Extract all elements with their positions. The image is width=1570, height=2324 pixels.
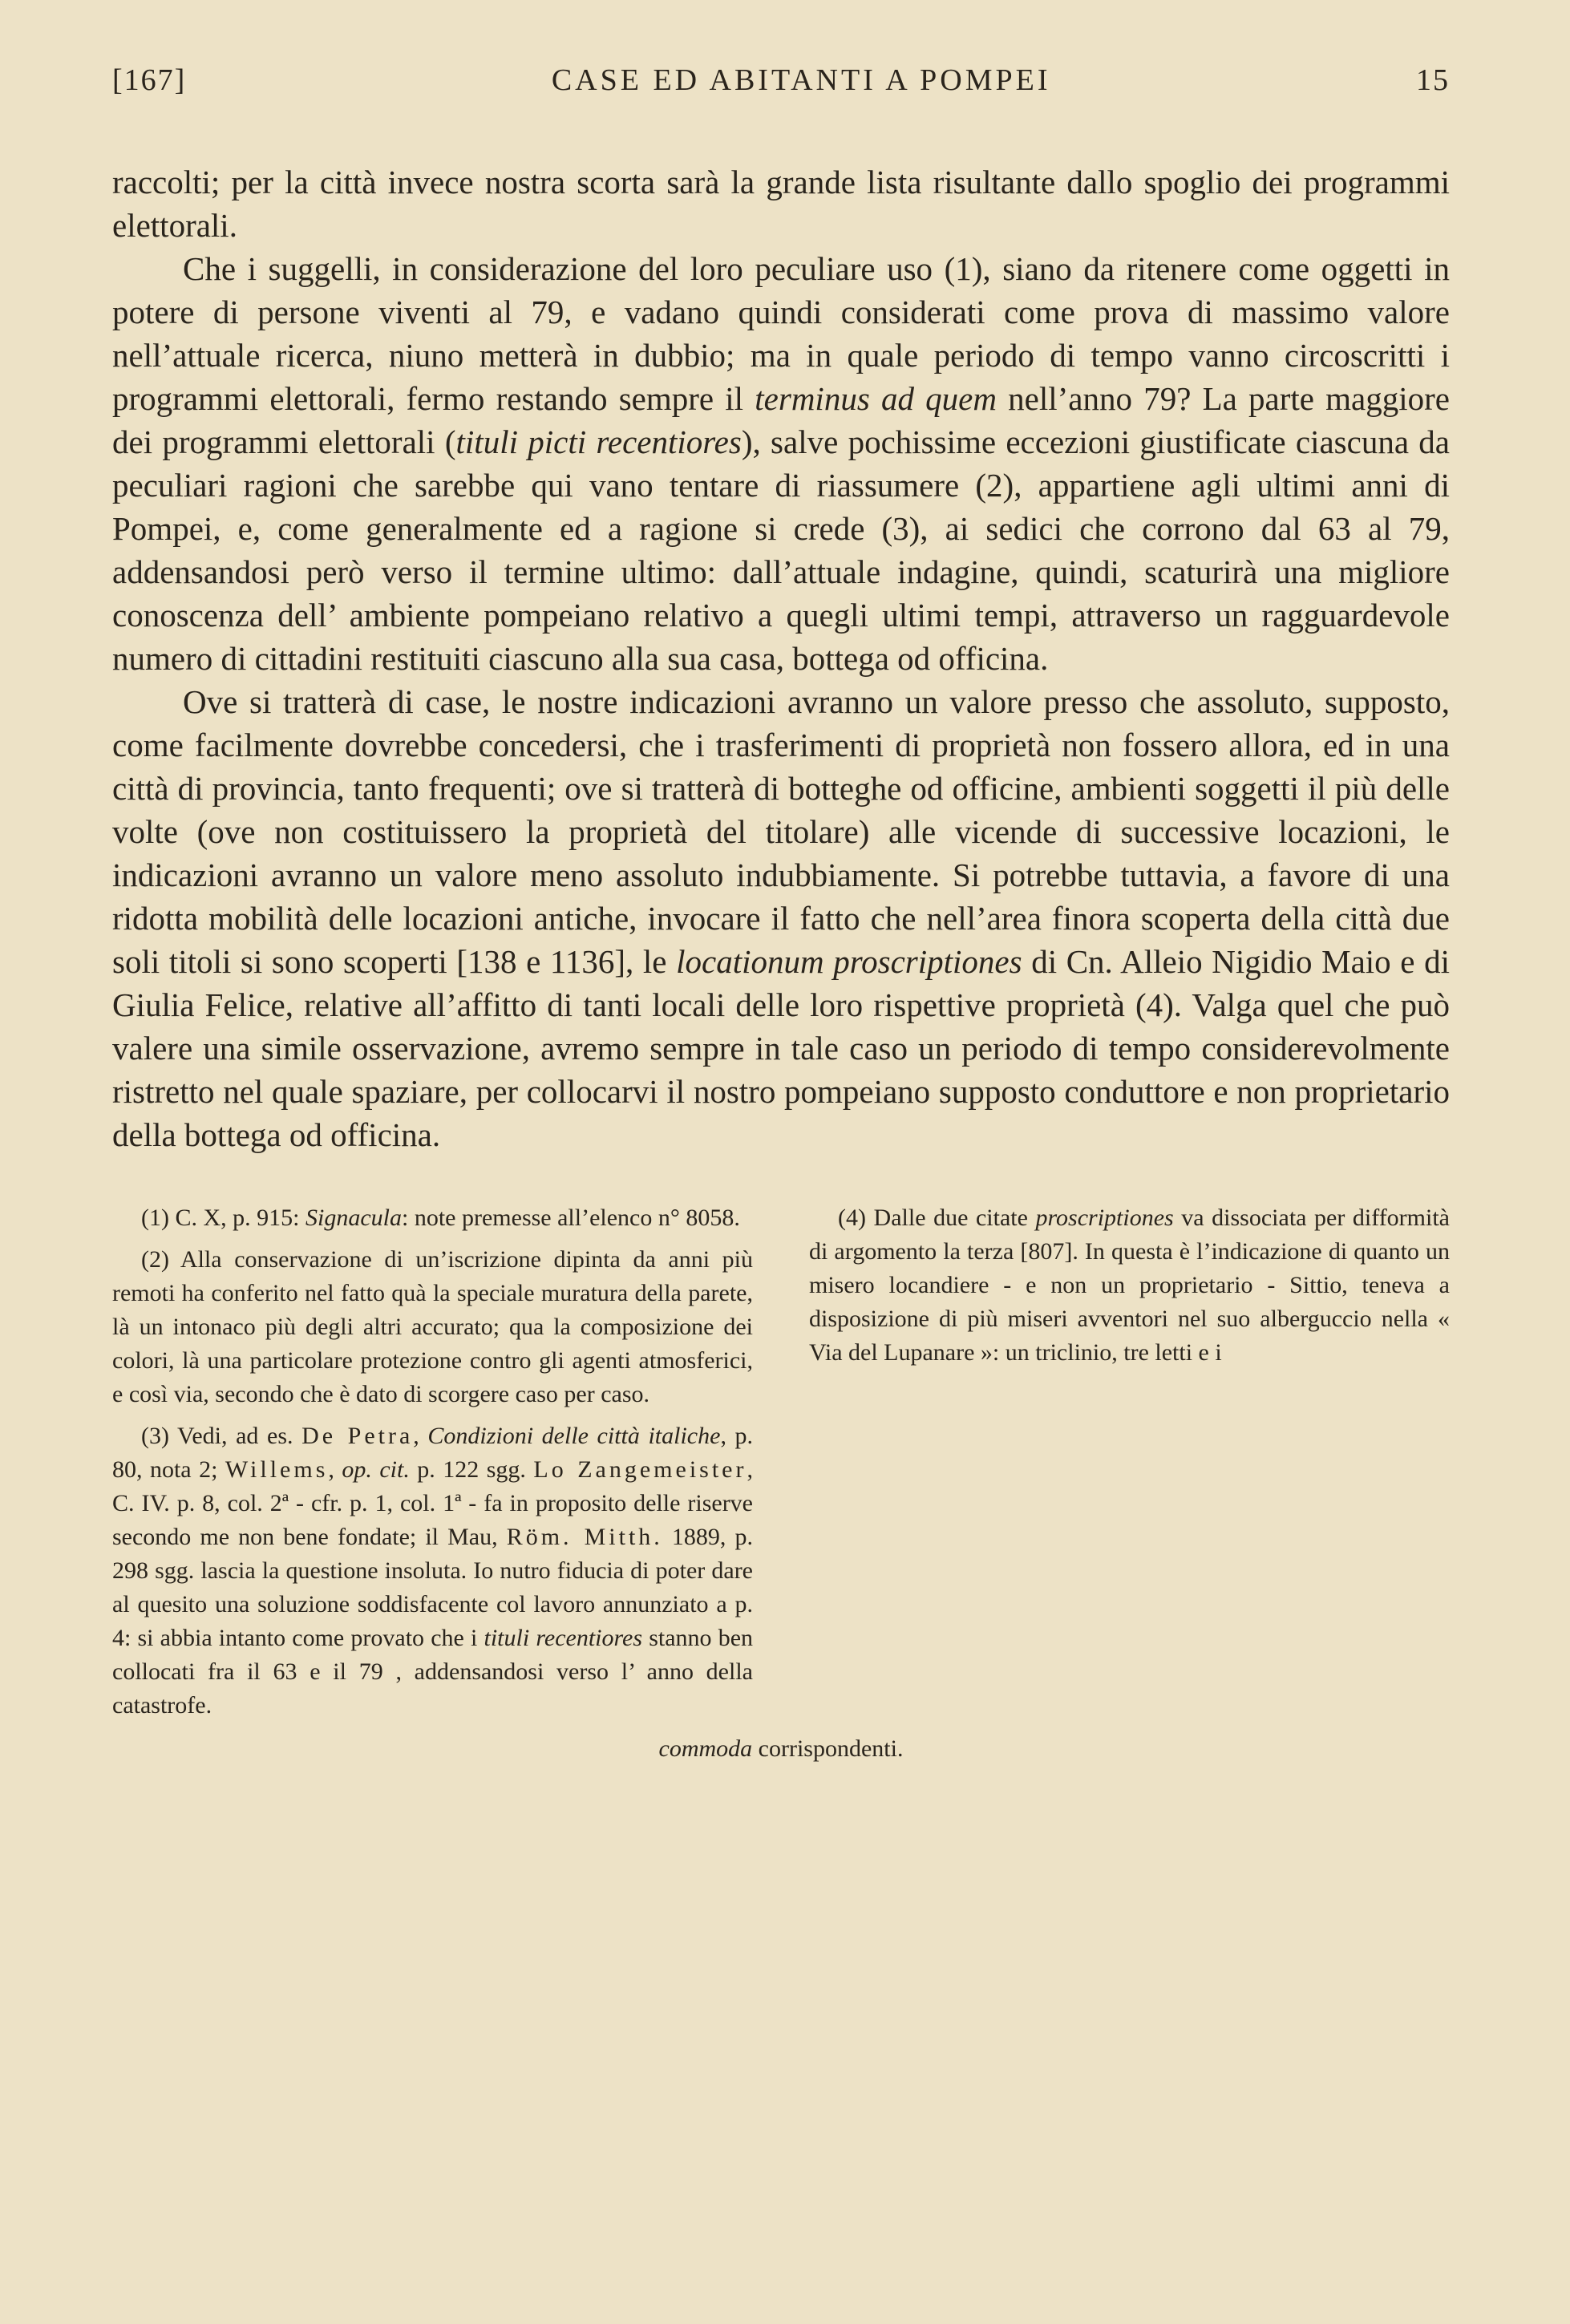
footnote-1: (1) C. X, p. 915: Signacula: note premesse all’elenco n° 8058.: [141, 1205, 740, 1231]
footnote-tail: commoda corrispondenti.: [658, 1735, 904, 1762]
footnotes-left-column: [112, 1201, 753, 1731]
running-title: CASE ED ABITANTI A POMPEI: [551, 63, 1051, 97]
page-number: 15: [1415, 63, 1450, 97]
running-header: [112, 63, 1450, 98]
footnotes: [112, 1201, 1450, 1731]
footnote-4: (4) Dalle due citate proscriptiones va dissociata per difformità di argomento la terza [807]. In questa è l’indicazione di quanto un misero locandiere - e non un proprietario - Sittio, teneva a disposizione di più miseri avventori nel suo alberguccio nella « Via del Lupanare »: un triclinio, tre letti e i: [809, 1205, 1450, 1366]
main-text: [112, 160, 1450, 1156]
footnote-3: (3) Vedi, ad es. De Petra, Condizioni delle città italiche, p. 80, nota 2; Willems, op. cit. p. 122 sgg. Lo Zangemeister, C. IV. p. 8, col. 2ª - cfr. p. 1, col. 1ª - fa in proposito delle riserve secondo me non bene fondate; il Mau, Röm. Mitth. 1889, p. 298 sgg. lascia la questione insoluta. Io nutro fiducia di poter dare al quesito una soluzione soddisfacente col lavoro annunziato a p. 4: si abbia intanto come provato che i tituli recentiores stanno ben collocati fra il 63 e il 79 , addensandosi verso l’ anno della catastrofe.: [112, 1423, 754, 1719]
footnotes-right-column: [809, 1201, 1450, 1731]
footnote-2: (2) Alla conservazione di un’iscrizione dipinta da anni più remoti ha conferito nel fatto quà la speciale muratura della parete, là un intonaco più degli altri accurato; qua la composizione dei colori, là una particolare protezione contro gli agenti atmosferici, e così via, secondo che è dato di scorgere caso per caso.: [112, 1246, 753, 1407]
page-ref: [167]: [112, 63, 187, 97]
paragraph-2: Che i suggelli, in considerazione del loro peculiare uso (1), siano da ritenere come oggetti in potere di persone viventi al 79, e vadano quindi considerati come prova di massimo valore nell’attuale ricerca, niuno metterà in dubbio; ma in quale periodo di tempo vanno circoscritti i programmi elettorali, fermo restando sempre il terminus ad quem nell’anno 79? La parte maggiore dei programmi elettorali (tituli picti recentiores), salve pochissime eccezioni giustificate ciascuna da peculiari ragioni che sarebbe qui vano tentare di riassumere (2), appartiene agli ultimi anni di Pompei, e, come generalmente ed a ragione si crede (3), ai sedici che corrono dal 63 al 79, addensandosi però verso il termine ultimo: dall’attuale indagine, quindi, scaturirà una migliore conoscenza dell’ ambiente pompeiano relativo a quegli ultimi tempi, attraverso un ragguardevole numero di cittadini restituiti ciascuno alla sua casa, bottega od officina.: [112, 250, 1451, 677]
paragraph-1: raccolti; per la città invece nostra scorta sarà la grande lista risultante dallo spoglio dei programmi elettorali.: [112, 164, 1450, 244]
paragraph-3: Ove si tratterà di case, le nostre indicazioni avranno un valore presso che assoluto, supposto, come facilmente dovrebbe concedersi, che i trasferimenti di proprietà non fossero allora, ed in una città di provincia, tanto frequenti; ove si tratterà di botteghe od officine, ambienti soggetti il più delle volte (ove non costituissero la proprietà del titolare) alle vicende di successive locazioni, le indicazioni avranno un valore meno assoluto indubbiamente. Si potrebbe tuttavia, a favore di una ridotta mobilità delle locazioni antiche, invocare il fatto che nell’area finora scoperta della città due soli titoli si sono scoperti [138 e 1136], le locationum proscriptiones di Cn. Alleio Nigidio Maio e di Giulia Felice, relative all’affitto di tanti locali delle loro rispettive proprietà (4). Valga quel che può valere una simile osservazione, avremo sempre in tale caso un periodo di tempo considerevolmente ristretto nel quale spaziare, per collocarvi il nostro pompeiano supposto conduttore e non proprietario della bottega od officina.: [112, 683, 1450, 1153]
